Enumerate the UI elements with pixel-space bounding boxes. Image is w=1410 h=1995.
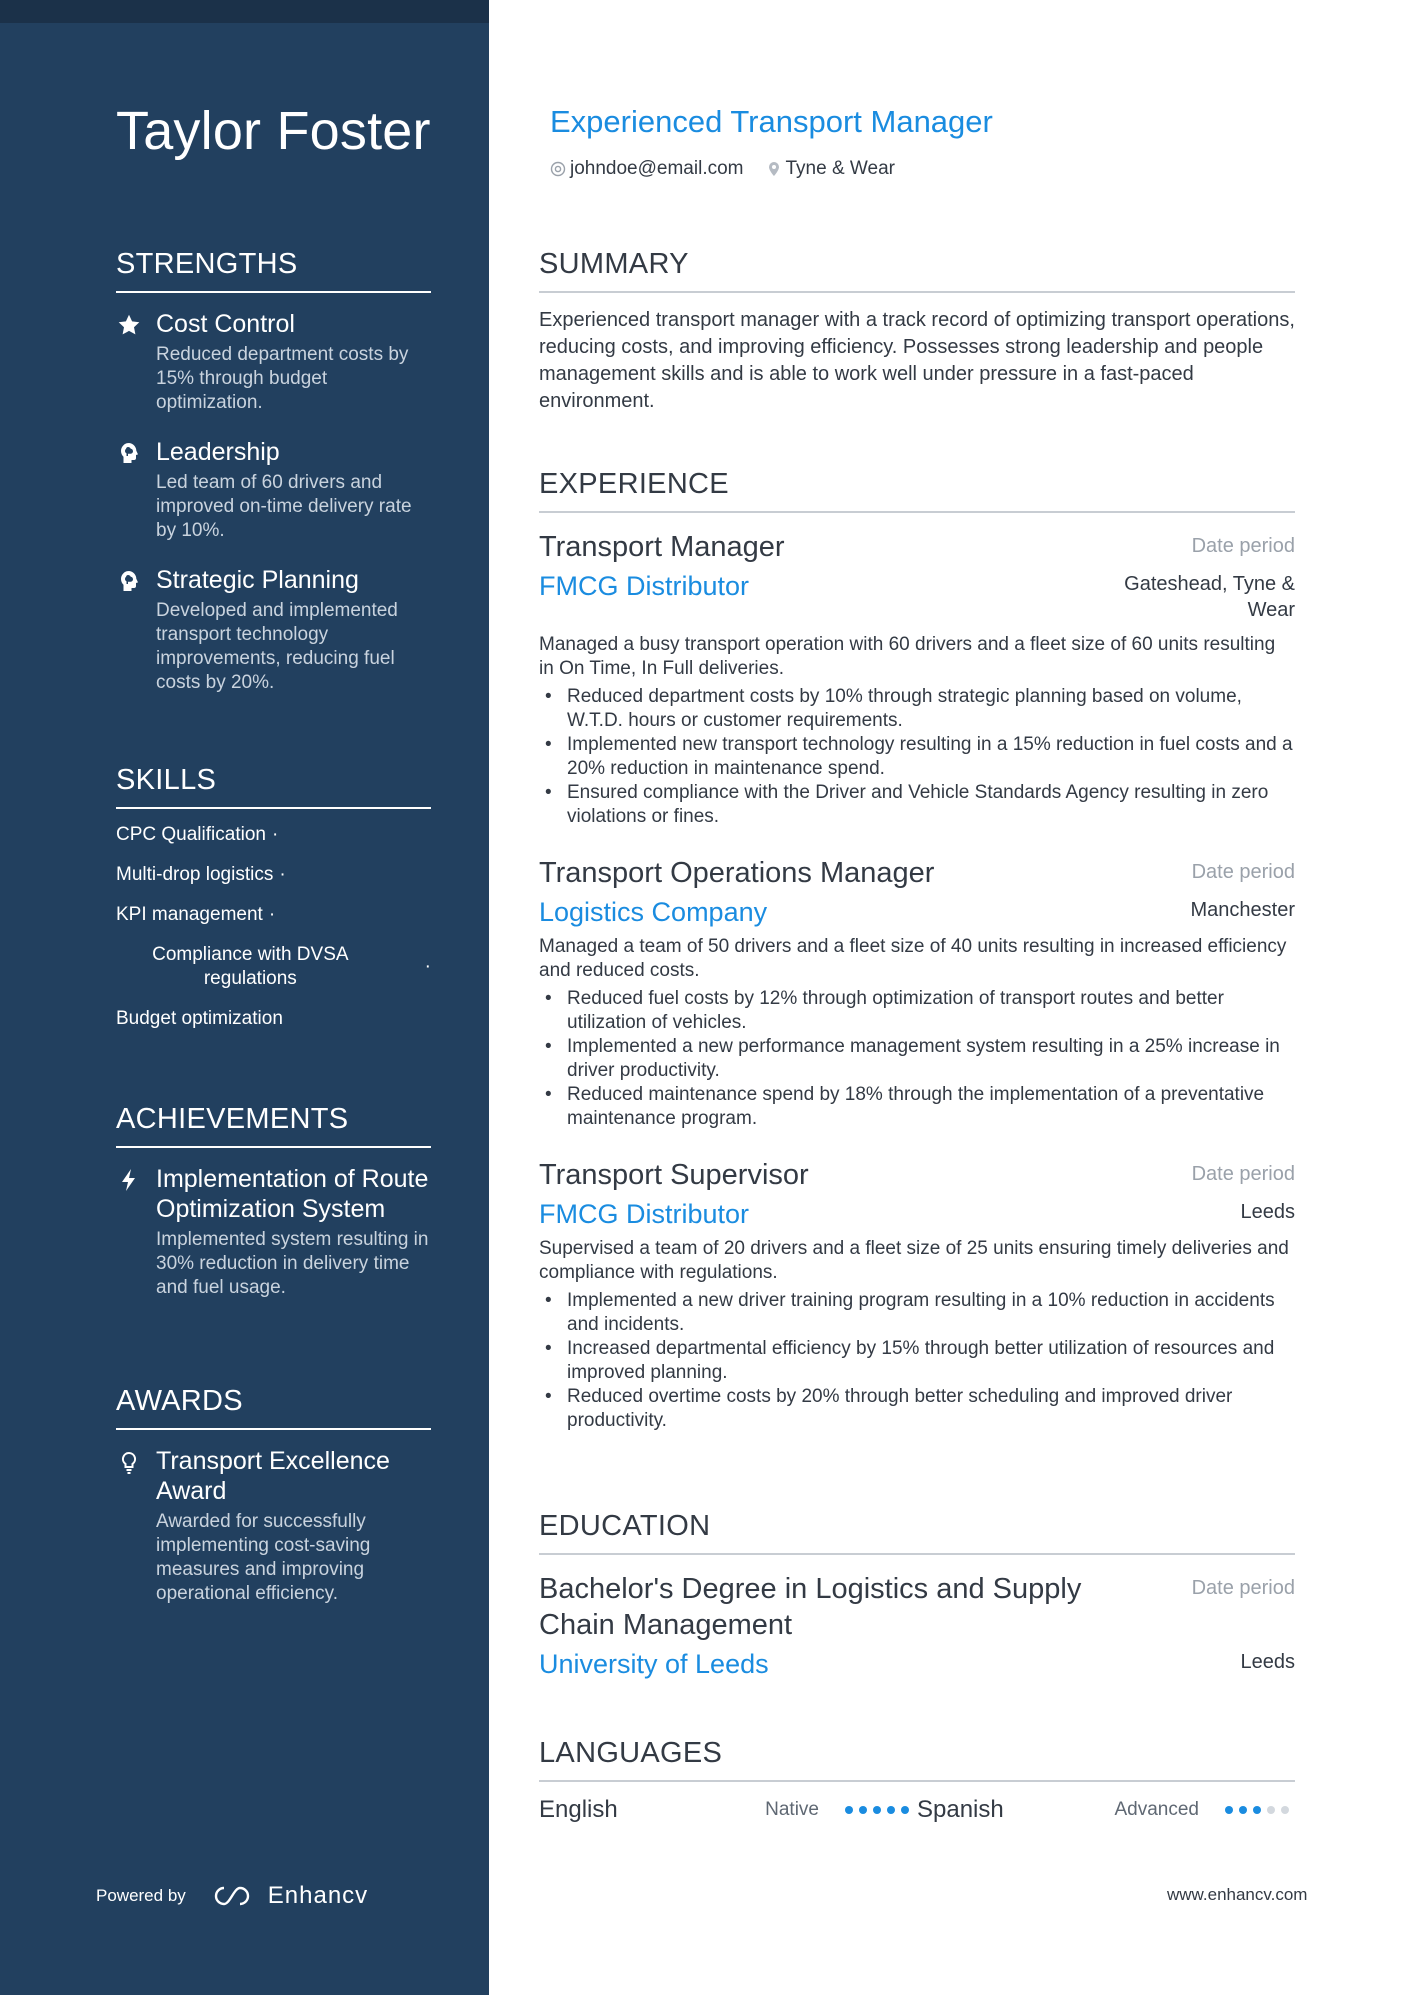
achievement-title: Implementation of Route Optimization System (156, 1165, 429, 1223)
strengths-title: STRENGTHS (116, 248, 431, 293)
language-rating (845, 1806, 915, 1814)
job-company: Logistics Company (539, 897, 768, 927)
strength-item (116, 565, 431, 695)
language-item (917, 1796, 1295, 1824)
job-description: Managed a busy transport operation with 60 drivers and a fleet size of 60 units resulting in On Time, In Full deliveries. (539, 634, 1276, 679)
job-bullet: • Reduced maintenance spend by 18% through the implementation of a preventative maintenance program. (539, 1083, 1295, 1131)
skill-item: CPC Qualification · (116, 824, 279, 845)
achievement-item (116, 1164, 431, 1300)
job-role: Transport Manager (539, 531, 785, 563)
job-bullet: • Implemented a new driver training program resulting in a 10% reduction in accidents and incidents. (539, 1289, 1295, 1337)
rating-dot (1267, 1806, 1275, 1814)
enhancv-logo-icon (212, 1884, 258, 1908)
rating-dot (873, 1806, 881, 1814)
language-name: Spanish (917, 1796, 1004, 1823)
strength-desc: Led team of 60 drivers and improved on-time delivery rate by 10%. (156, 472, 412, 541)
job-bullets (539, 685, 1295, 829)
rating-dot (1239, 1806, 1247, 1814)
education-location: Leeds (1240, 1651, 1295, 1673)
job-bullets (539, 987, 1295, 1131)
job-entry (539, 1157, 1295, 1433)
job-entry (539, 855, 1295, 1131)
job-description: Supervised a team of 20 drivers and a fleet size of 25 units ensuring timely deliveries and compliance with regulations. (539, 1238, 1289, 1283)
achievements-title: ACHIEVEMENTS (116, 1103, 431, 1148)
rating-dot (901, 1806, 909, 1814)
education-section (539, 1510, 1295, 1681)
job-role: Transport Operations Manager (539, 857, 935, 889)
skills-title: SKILLS (116, 764, 431, 809)
job-bullets (539, 1289, 1295, 1433)
language-name: English (539, 1796, 618, 1823)
awards-title: AWARDS (116, 1385, 431, 1430)
language-item (539, 1796, 917, 1824)
language-level: Advanced (1114, 1799, 1199, 1820)
skills-section (116, 764, 431, 1047)
job-role: Transport Supervisor (539, 1159, 809, 1191)
job-bullet: • Increased departmental efficiency by 15% through better utilization of resources and improved planning. (539, 1337, 1295, 1385)
powered-by (96, 1882, 368, 1910)
contact-email[interactable] (550, 158, 744, 180)
enhancv-brand[interactable] (212, 1882, 368, 1910)
education-school: University of Leeds (539, 1649, 769, 1679)
skill-item: Multi-drop logistics · (116, 864, 286, 885)
language-rating (1225, 1806, 1295, 1814)
at-icon (550, 161, 566, 177)
summary-text: Experienced transport manager with a track record of optimizing transport operations, reducing costs, and improving efficiency. Possesses strong leadership and people management skills and is able to work well under pressure in a fast-paced environment. (539, 309, 1295, 412)
language-level: Native (765, 1799, 819, 1820)
job-entry (539, 529, 1295, 829)
sidebar-top-bar (0, 0, 489, 23)
strength-item (116, 437, 431, 543)
email-text: johndoe@email.com (570, 158, 744, 179)
award-desc: Awarded for successfully implementing cost-saving measures and improving operational efficiency. (156, 1511, 371, 1604)
job-bullet: • Reduced overtime costs by 20% through better scheduling and improved driver productivity. (539, 1385, 1295, 1433)
languages-title: LANGUAGES (539, 1737, 1295, 1782)
education-title: EDUCATION (539, 1510, 1295, 1555)
awards-section (116, 1385, 431, 1606)
sidebar (0, 0, 489, 1995)
headline: Experienced Transport Manager (550, 104, 993, 139)
contact-location (766, 158, 895, 180)
summary-title: SUMMARY (539, 248, 1295, 293)
education-date: Date period (1191, 1577, 1295, 1599)
lightbulb-icon (116, 1449, 142, 1475)
skill-item: Compliance with DVSA regulations · (152, 944, 431, 989)
strengths-section (116, 248, 431, 695)
job-location: Gateshead, Tyne & Wear (1124, 573, 1295, 621)
location-text: Tyne & Wear (785, 158, 895, 179)
job-description: Managed a team of 50 drivers and a fleet size of 40 units resulting in increased efficiency and reduced costs. (539, 936, 1287, 981)
award-title: Transport Excellence Award (156, 1447, 390, 1505)
rating-dot (1281, 1806, 1289, 1814)
achievements-section (116, 1103, 431, 1300)
job-bullet: • Ensured compliance with the Driver and Vehicle Standards Agency resulting in zero violations or fines. (539, 781, 1295, 829)
contact-info (550, 158, 917, 180)
job-bullet: • Implemented new transport technology resulting in a 15% reduction in fuel costs and a 20% reduction in maintenance spend. (539, 733, 1295, 781)
job-company: FMCG Distributor (539, 571, 750, 601)
brain-icon (116, 440, 142, 466)
rating-dot (887, 1806, 895, 1814)
skill-item: KPI management · (116, 904, 276, 925)
job-date: Date period (1191, 535, 1295, 557)
languages-section (539, 1737, 1295, 1824)
strength-title: Leadership (156, 438, 280, 466)
job-bullet: • Reduced fuel costs by 12% through optimization of transport routes and better utilization of vehicles. (539, 987, 1295, 1035)
experience-section (539, 468, 1295, 1433)
strength-title: Strategic Planning (156, 566, 359, 594)
enhancv-brand-label: Enhancv (267, 1882, 369, 1909)
rating-dot (859, 1806, 867, 1814)
location-pin-icon (766, 161, 782, 177)
job-date: Date period (1191, 861, 1295, 883)
skills-list (116, 823, 431, 1031)
languages-row (539, 1796, 1295, 1824)
rating-dot (1253, 1806, 1261, 1814)
education-entry (539, 1571, 1295, 1681)
rating-dot (845, 1806, 853, 1814)
strength-desc: Reduced department costs by 15% through budget optimization. (156, 344, 409, 413)
strength-title: Cost Control (156, 310, 295, 338)
education-degree: Bachelor's Degree in Logistics and Supply Chain Management (539, 1573, 1082, 1641)
brain-icon (116, 568, 142, 594)
lightning-icon (116, 1167, 142, 1193)
star-icon (116, 312, 142, 338)
rating-dot (1225, 1806, 1233, 1814)
experience-title: EXPERIENCE (539, 468, 1295, 513)
job-location: Manchester (1190, 899, 1295, 921)
powered-by-label: Powered by (96, 1886, 186, 1905)
strength-item (116, 309, 431, 415)
job-bullet: • Reduced department costs by 10% through strategic planning based on volume, W.T.D. hours or customer requirements. (539, 685, 1295, 733)
strength-desc: Developed and implemented transport technology improvements, reducing fuel costs by 20%. (156, 600, 398, 693)
job-date: Date period (1191, 1163, 1295, 1185)
job-location: Leeds (1240, 1201, 1295, 1223)
summary-section (539, 248, 1295, 415)
job-bullet: • Implemented a new performance management system resulting in a 25% increase in driver productivity. (539, 1035, 1295, 1083)
achievement-desc: Implemented system resulting in 30% reduction in delivery time and fuel usage. (156, 1229, 429, 1298)
footer-url[interactable]: www.enhancv.com (1167, 1885, 1308, 1904)
candidate-name: Taylor Foster (116, 101, 431, 161)
job-company: FMCG Distributor (539, 1199, 750, 1229)
award-item (116, 1446, 431, 1606)
skill-item: Budget optimization (116, 1008, 283, 1029)
